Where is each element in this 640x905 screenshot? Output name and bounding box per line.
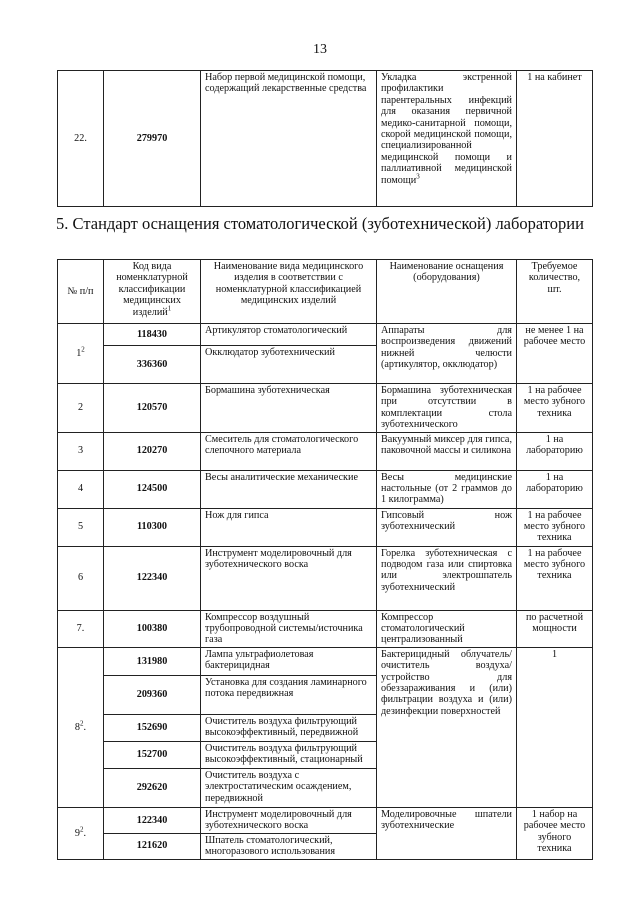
footnote-mark: 2 bbox=[80, 825, 84, 834]
row-number bbox=[58, 470, 104, 508]
device-name-cell: Смеситель для стоматологического слепочного материала bbox=[201, 432, 377, 470]
table-row bbox=[58, 508, 593, 546]
table-row bbox=[58, 610, 593, 647]
device-name-cell: Инструмент моделировочный для зуботехнического воска bbox=[201, 546, 377, 610]
row-number-text: 8 bbox=[74, 721, 81, 733]
header-quantity: Требуемое количество, шт. bbox=[517, 260, 593, 324]
code-cell: 122340 bbox=[104, 546, 201, 610]
quantity-cell: 1 на кабинет bbox=[517, 71, 593, 207]
row-number-text: 1 bbox=[76, 347, 82, 359]
code-cell: 152700 bbox=[104, 741, 201, 768]
footnote-mark: 1 bbox=[167, 304, 172, 313]
equipment-cell: Бактерицидный облучатель/очиститель воздуха/устройство для обеззараживания и (или) фильтрации воздуха и (или) дезинфекции поверхностей bbox=[377, 647, 517, 807]
footnote-mark: 2 bbox=[81, 345, 85, 354]
row-number-text: 6 bbox=[77, 572, 84, 584]
equipment-cell bbox=[377, 71, 517, 207]
quantity-cell: 1 bbox=[517, 647, 593, 807]
code-cell: 122340 bbox=[104, 807, 201, 833]
device-name-cell: Инструмент моделировочный для зуботехнического воска bbox=[201, 807, 377, 833]
code-cell: 131980 bbox=[104, 647, 201, 675]
quantity-cell: не менее 1 на рабочее место bbox=[517, 324, 593, 384]
device-name-cell: Шпатель стоматологический, многоразового использования bbox=[201, 833, 377, 859]
header-num: № п/п bbox=[58, 260, 104, 324]
quantity-cell: 1 на лабораторию bbox=[517, 432, 593, 470]
device-name-cell: Бормашина зуботехническая bbox=[201, 384, 377, 433]
row-number-text: 4 bbox=[77, 483, 84, 495]
row-number bbox=[58, 324, 104, 384]
row-number-text: 9 bbox=[74, 827, 81, 839]
device-name-cell: Очиститель воздуха фильтрующий высокоэффективный, стационарный bbox=[201, 741, 377, 768]
quantity-cell: 1 набор на рабочее место зубного техника bbox=[517, 807, 593, 859]
table-row bbox=[58, 546, 593, 610]
device-name-cell: Окклюдатор зуботехнический bbox=[201, 346, 377, 384]
row-number bbox=[58, 384, 104, 433]
footnote-mark: 2 bbox=[80, 719, 84, 728]
quantity-cell: 1 на рабочее место зубного техника bbox=[517, 508, 593, 546]
table-row bbox=[58, 470, 593, 508]
row-number-suffix: . bbox=[83, 721, 87, 733]
device-name-cell: Артикулятор стоматологический bbox=[201, 324, 377, 346]
row-number-suffix: . bbox=[83, 827, 87, 839]
table-row bbox=[58, 71, 593, 207]
quantity-cell: 1 на лабораторию bbox=[517, 470, 593, 508]
section-title: 5. Стандарт оснащения стоматологической (зуботехнической) лаборатории bbox=[56, 214, 584, 233]
equipment-cell: Гипсовый нож зуботехнический bbox=[377, 508, 517, 546]
code-cell: 120270 bbox=[104, 432, 201, 470]
code-cell: 118430 bbox=[104, 324, 201, 346]
code-cell: 124500 bbox=[104, 470, 201, 508]
device-name-cell: Весы аналитические механические bbox=[201, 470, 377, 508]
table-row bbox=[58, 432, 593, 470]
equipment-cell: Бормашина зуботехническая при отсутствии в комплектации стола зуботехнического bbox=[377, 384, 517, 433]
top-table bbox=[57, 70, 593, 207]
code-cell: 152690 bbox=[104, 714, 201, 741]
code-cell: 121620 bbox=[104, 833, 201, 859]
header-device-name: Наименование вида медицинского изделия в соответствии с номенклатурной классификацией медицинских изделий bbox=[201, 260, 377, 324]
row-number-text: 3 bbox=[77, 445, 84, 457]
row-number-text: 7. bbox=[76, 623, 85, 635]
row-number bbox=[58, 807, 104, 859]
equipment-cell: Моделировочные шпатели зуботехнические bbox=[377, 807, 517, 859]
quantity-cell: 1 на рабочее место зубного техника bbox=[517, 384, 593, 433]
row-number-text: 5 bbox=[77, 521, 84, 533]
quantity-cell: 1 на рабочее место зубного техника bbox=[517, 546, 593, 610]
code-cell: 120570 bbox=[104, 384, 201, 433]
device-name-cell: Установка для создания ламинарного потока передвижная bbox=[201, 675, 377, 714]
header-equipment: Наименование оснащения (оборудования) bbox=[377, 260, 517, 324]
footnote-mark: 3 bbox=[416, 172, 420, 181]
equipment-cell: Весы медицинские настольные (от 2 граммов до 1 килограмма) bbox=[377, 470, 517, 508]
header-code-text: Код вида номенклатурной классификации медицинских изделий bbox=[116, 261, 188, 318]
code-cell: 100380 bbox=[104, 610, 201, 647]
device-name-cell: Очиститель воздуха с электростатическим осаждением, передвижной bbox=[201, 768, 377, 807]
code-cell: 279970 bbox=[104, 71, 201, 207]
code-cell: 292620 bbox=[104, 768, 201, 807]
table-row bbox=[58, 647, 593, 675]
table-row bbox=[58, 807, 593, 833]
device-name-cell: Набор первой медицинской помощи, содержащий лекарственные средства bbox=[201, 71, 377, 207]
device-name-cell: Лампа ультрафиолетовая бактерицидная bbox=[201, 647, 377, 675]
device-name-cell: Компрессор воздушный трубопроводной системы/источника газа bbox=[201, 610, 377, 647]
row-number bbox=[58, 610, 104, 647]
header-row bbox=[58, 260, 593, 324]
row-number bbox=[58, 432, 104, 470]
equipment-cell: Вакуумный миксер для гипса, паковочной массы и силикона bbox=[377, 432, 517, 470]
page-number: 13 bbox=[313, 42, 327, 57]
equipment-table bbox=[57, 259, 593, 860]
row-number bbox=[58, 508, 104, 546]
equipment-cell: Горелка зуботехническая с подводом газа или спиртовка или электрошпатель зуботехнический bbox=[377, 546, 517, 610]
code-cell: 209360 bbox=[104, 675, 201, 714]
equipment-cell: Компрессор стоматологический централизованный bbox=[377, 610, 517, 647]
code-cell: 336360 bbox=[104, 346, 201, 384]
code-cell: 110300 bbox=[104, 508, 201, 546]
equipment-cell: Аппараты для воспроизведения движений нижней челюсти (артикулятор, окклюдатор) bbox=[377, 324, 517, 384]
quantity-cell: по расчетной мощности bbox=[517, 610, 593, 647]
row-number-text: 2 bbox=[77, 402, 84, 414]
table-row bbox=[58, 384, 593, 433]
table-row bbox=[58, 324, 593, 346]
equipment-text: Укладка экстренной профилактики парентеральных инфекций для оказания первичной медико-санитарной помощи, скорой медицинской помощи, специализированной медицинской помощи и паллиативной медицинской помощи bbox=[381, 72, 512, 186]
device-name-cell: Нож для гипса bbox=[201, 508, 377, 546]
row-number bbox=[58, 647, 104, 807]
header-code bbox=[104, 260, 201, 324]
row-number bbox=[58, 546, 104, 610]
device-name-cell: Очиститель воздуха фильтрующий высокоэффективный, передвижной bbox=[201, 714, 377, 741]
row-number: 22. bbox=[58, 71, 104, 207]
